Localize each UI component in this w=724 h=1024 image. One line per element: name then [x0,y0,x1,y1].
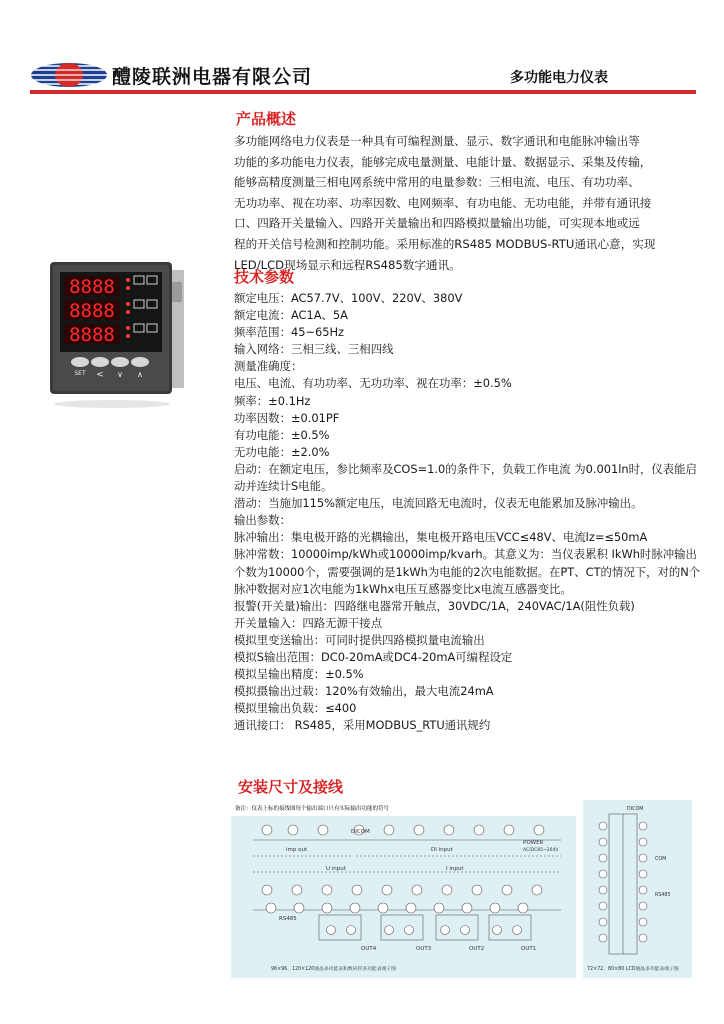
tech-param: 报警(开关量)输出：四路继电器常开触点，30VDC/1A，240VAC/1A(阻性负载) [234,598,635,613]
tech-param: 测量准确度： [234,359,303,374]
tech-param: 频率：±0.1Hz [234,393,311,408]
tech-param-list [234,290,704,734]
tech-param: 频率范围：45~65Hz [234,325,345,340]
led-readout: 8888 [69,324,115,346]
overview-title: 产品概述 [236,110,297,128]
tech-param: 模拟S输出范围：DC0-20mA或DC4-20mA可编程设定 [234,649,513,664]
overview-line: 程的开关信号检测和控制功能。采用标准的RS485 MODBUS-RTU通讯心意，实现 [234,236,656,251]
i-input-label: I input [446,866,464,872]
set-button-label: SET [74,370,86,377]
tech-param: 额定电压：AC57.7V、100V、220V、380V [234,291,463,305]
tech-param: 模拟摄输出过载：120%有效输出，最大电流24mA [234,684,494,699]
header-divider [30,90,696,94]
u-input-label: U input [326,866,346,872]
right-dicom-label: DICOM [627,807,644,812]
overview-line: 多功能网络电力仪表是一种具有可编程测量、显示、数字通讯和电能脉冲输出等 [234,134,640,148]
rs485-label: RS485 [279,916,297,922]
out1-label: OUT1 [521,946,537,952]
imp-out-label: imp out [286,847,308,853]
right-com-label: COM [655,857,667,862]
left-button-label: < [96,370,104,380]
led-readout: 8888 [69,276,115,298]
tech-param: 电压、电流、有功功率、无功功率、视在功率：±0.5% [234,376,512,391]
power-meter-image [50,262,186,412]
tech-param: 有功电能：±0.5% [234,427,330,442]
company-name: 醴陵联洲电器有限公司 [112,66,313,88]
out3-label: OUT3 [416,946,432,952]
tech-param: 潜动：当施加115%额定电压，电流回路无电流时，仪表无电能累加及脉冲输出。 [234,496,643,511]
globe-logo-icon [30,62,108,88]
power-spec-label: AC/DC85~264V [523,848,559,853]
led-readout: 8888 [69,300,115,322]
right-diagram-caption: 72×72、80×80 LCD液晶多功能表端子图 [587,967,679,972]
tech-param: 脉冲常数：10000imp/kWh或10000imp/kvarh。其意义为：当仪表累积 IkWh时脉冲输出个数为10000个，需要强调的是1kWh为电能的2次电能数据。在PT、CT的情况下，对的N个脉冲数据对应1次电能为1kWhx电压互感器变比x电流互感器变比。 [234,547,701,596]
tech-title: 技术参数 [234,268,295,286]
tech-param: 脉冲输出：集电极开路的光耦输出，集电极开路电压VCC≤48V、电流lz=≤50mA [234,530,648,545]
overview-line: 口、四路开关量输入、四路开关量输出和四路模拟量输出功能，可实现本地或远 [234,216,640,231]
tech-param: 开关量输入：四路无源干接点 [234,615,383,630]
out2-label: OUT2 [469,946,485,952]
up-button-label: ∧ [137,370,143,379]
diagram-note: 备注：仪表上标的接线图每个输出端口只有实际输出功能的符号 [235,806,390,812]
power-label: POWER [523,840,544,846]
left-diagram-caption: 96×96、120×120液晶多功能表和数码管多功能表端子图 [271,967,396,972]
product-category: 多功能电力仪表 [510,70,608,86]
tech-param: 启动：在额定电压，参比频率及COS=1.0的条件下，负载工作电流 为0.001ln时，仪表能启动并连续计S电能。 [234,461,697,494]
wiring-diagram [231,800,692,978]
overview-line: 功能的多功能电力仪表，能够完成电量测量、电能计量、数据显示、采集及传输， [234,154,652,169]
led-readouts [64,276,120,346]
out4-label: OUT4 [361,946,377,952]
tech-param: 模拟里输出负载：≤400 [234,701,357,716]
overview-paragraph [234,131,696,275]
tech-param: 额定电流：AC1A、5A [234,308,348,323]
dicom-label: DICOM [351,829,370,835]
overview-line: 无功功率、视在功率、功率因数、电网频率、有功电能、无功电能，并带有通讯接 [234,195,652,210]
overview-line: LED/LCD现场显示和远程RS485数字通讯。 [234,257,461,272]
install-title: 安装尺寸及接线 [238,778,344,796]
down-button-label: ∨ [117,370,123,379]
tech-param: 输入网络：三相三线、三相四线 [234,342,394,357]
di-input-label: DI input [431,847,453,853]
tech-param: 模拟里变送输出：可同时提供四路模拟量电流输出 [234,632,485,647]
tech-param: 输出参数： [234,513,291,528]
tech-param: 模拟呈输出精度：±0.5% [234,667,364,682]
overview-line: 能够高精度测量三相电网系统中常用的电量参数：三相电流、电压、有功功率、 [234,175,640,190]
tech-param: 功率因数：±0.01PF [234,410,340,425]
tech-param: 无功电能：±2.0% [234,444,330,459]
tech-param: 通讯接口： RS485，采用MODBUS_RTU通讯规约 [234,718,491,733]
right-rs485-label: RS485 [655,893,671,898]
